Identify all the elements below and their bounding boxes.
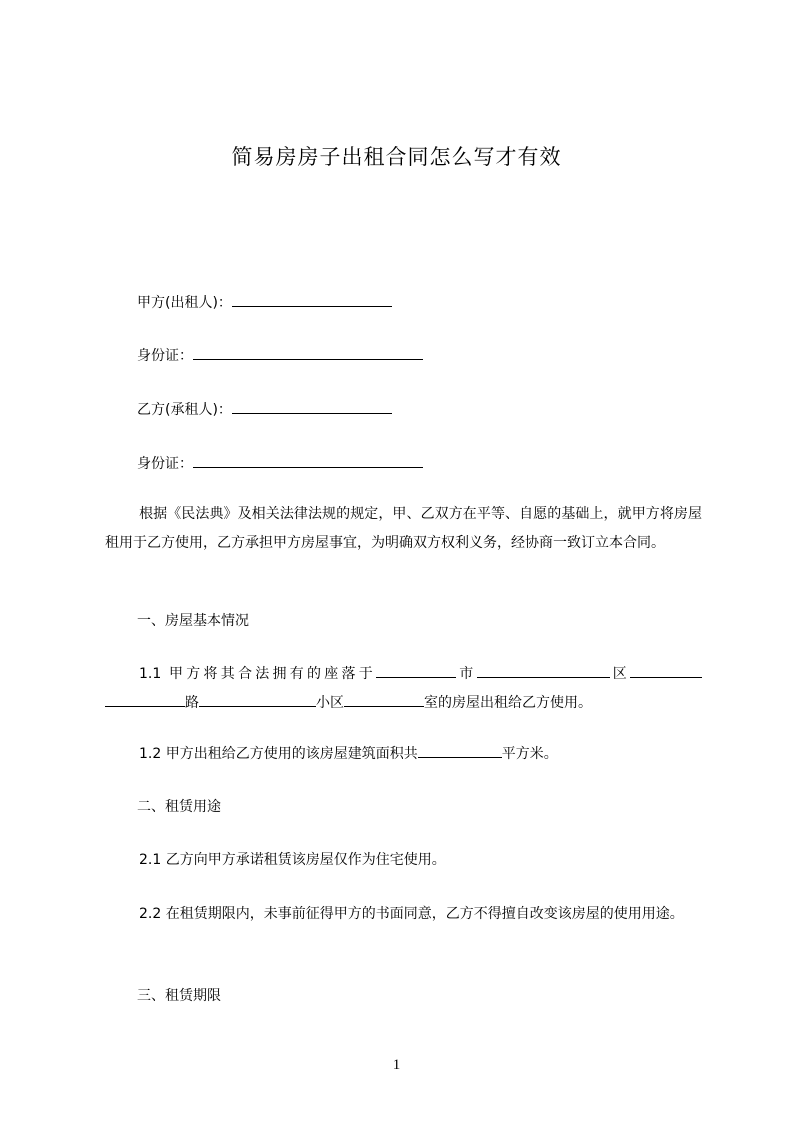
party-a-id-blank[interactable] bbox=[193, 345, 423, 360]
clause-1-1-suffix: 室的房屋出租给乙方使用。 bbox=[424, 695, 592, 711]
clause-1-1-district: 区 bbox=[609, 666, 631, 682]
city-blank[interactable] bbox=[477, 663, 610, 678]
party-b-id-line bbox=[137, 453, 423, 474]
intro-text: 根据《民法典》及相关法律法规的规定，甲、乙双方在平等、自愿的基础上，就甲方将房屋租用于乙方使用，乙方承担甲方房屋事宜，为明确双方权利义务，经协商一致订立本合同。 bbox=[105, 506, 702, 551]
party-a-blank[interactable] bbox=[232, 292, 392, 307]
clause-1-1-community: 小区 bbox=[316, 695, 344, 711]
party-a-label: 甲方(出租人)： bbox=[137, 295, 232, 311]
clause-1-2-suffix: 平方米。 bbox=[501, 746, 558, 762]
party-a-id-line bbox=[137, 345, 423, 366]
section-2-heading: 二、租赁用途 bbox=[137, 799, 221, 815]
party-b-id-label: 身份证： bbox=[137, 456, 193, 472]
clause-1-1-city: 市 bbox=[456, 666, 477, 682]
party-a-line bbox=[137, 292, 392, 313]
party-b-line bbox=[137, 399, 392, 420]
district-blank-1[interactable] bbox=[630, 663, 702, 678]
party-b-label: 乙方(承租人)： bbox=[137, 402, 232, 418]
page-number: 1 bbox=[392, 1057, 401, 1073]
clause-1-2-prefix: 1.2 甲方出租给乙方使用的该房屋建筑面积共 bbox=[139, 746, 418, 762]
area-blank[interactable] bbox=[418, 743, 502, 758]
clause-1-1-prefix: 1.1 甲方将其合法拥有的座落于 bbox=[139, 666, 376, 682]
party-b-id-blank[interactable] bbox=[193, 453, 423, 468]
clause-1-1 bbox=[105, 660, 702, 718]
district-blank-2[interactable] bbox=[105, 692, 185, 707]
clause-1-1-road: 路 bbox=[185, 695, 199, 711]
clause-2-1 bbox=[105, 846, 702, 875]
location-blank[interactable] bbox=[376, 663, 456, 678]
party-b-blank[interactable] bbox=[232, 399, 392, 414]
clause-2-1-text: 2.1 乙方向甲方承诺租赁该房屋仅作为住宅使用。 bbox=[139, 852, 446, 868]
party-a-id-label: 身份证： bbox=[137, 348, 193, 364]
document-title: 简易房房子出租合同怎么写才有效 bbox=[231, 145, 562, 169]
intro-paragraph bbox=[105, 500, 702, 558]
section-1-heading: 一、房屋基本情况 bbox=[137, 613, 249, 629]
clause-2-2-text: 2.2 在租赁期限内，未事前征得甲方的书面同意，乙方不得擅自改变该房屋的使用用途。 bbox=[139, 906, 684, 922]
community-blank[interactable] bbox=[344, 692, 424, 707]
clause-2-2 bbox=[105, 900, 702, 929]
section-3-heading: 三、租赁期限 bbox=[137, 988, 221, 1004]
clause-1-2 bbox=[105, 740, 702, 769]
road-blank[interactable] bbox=[199, 692, 316, 707]
